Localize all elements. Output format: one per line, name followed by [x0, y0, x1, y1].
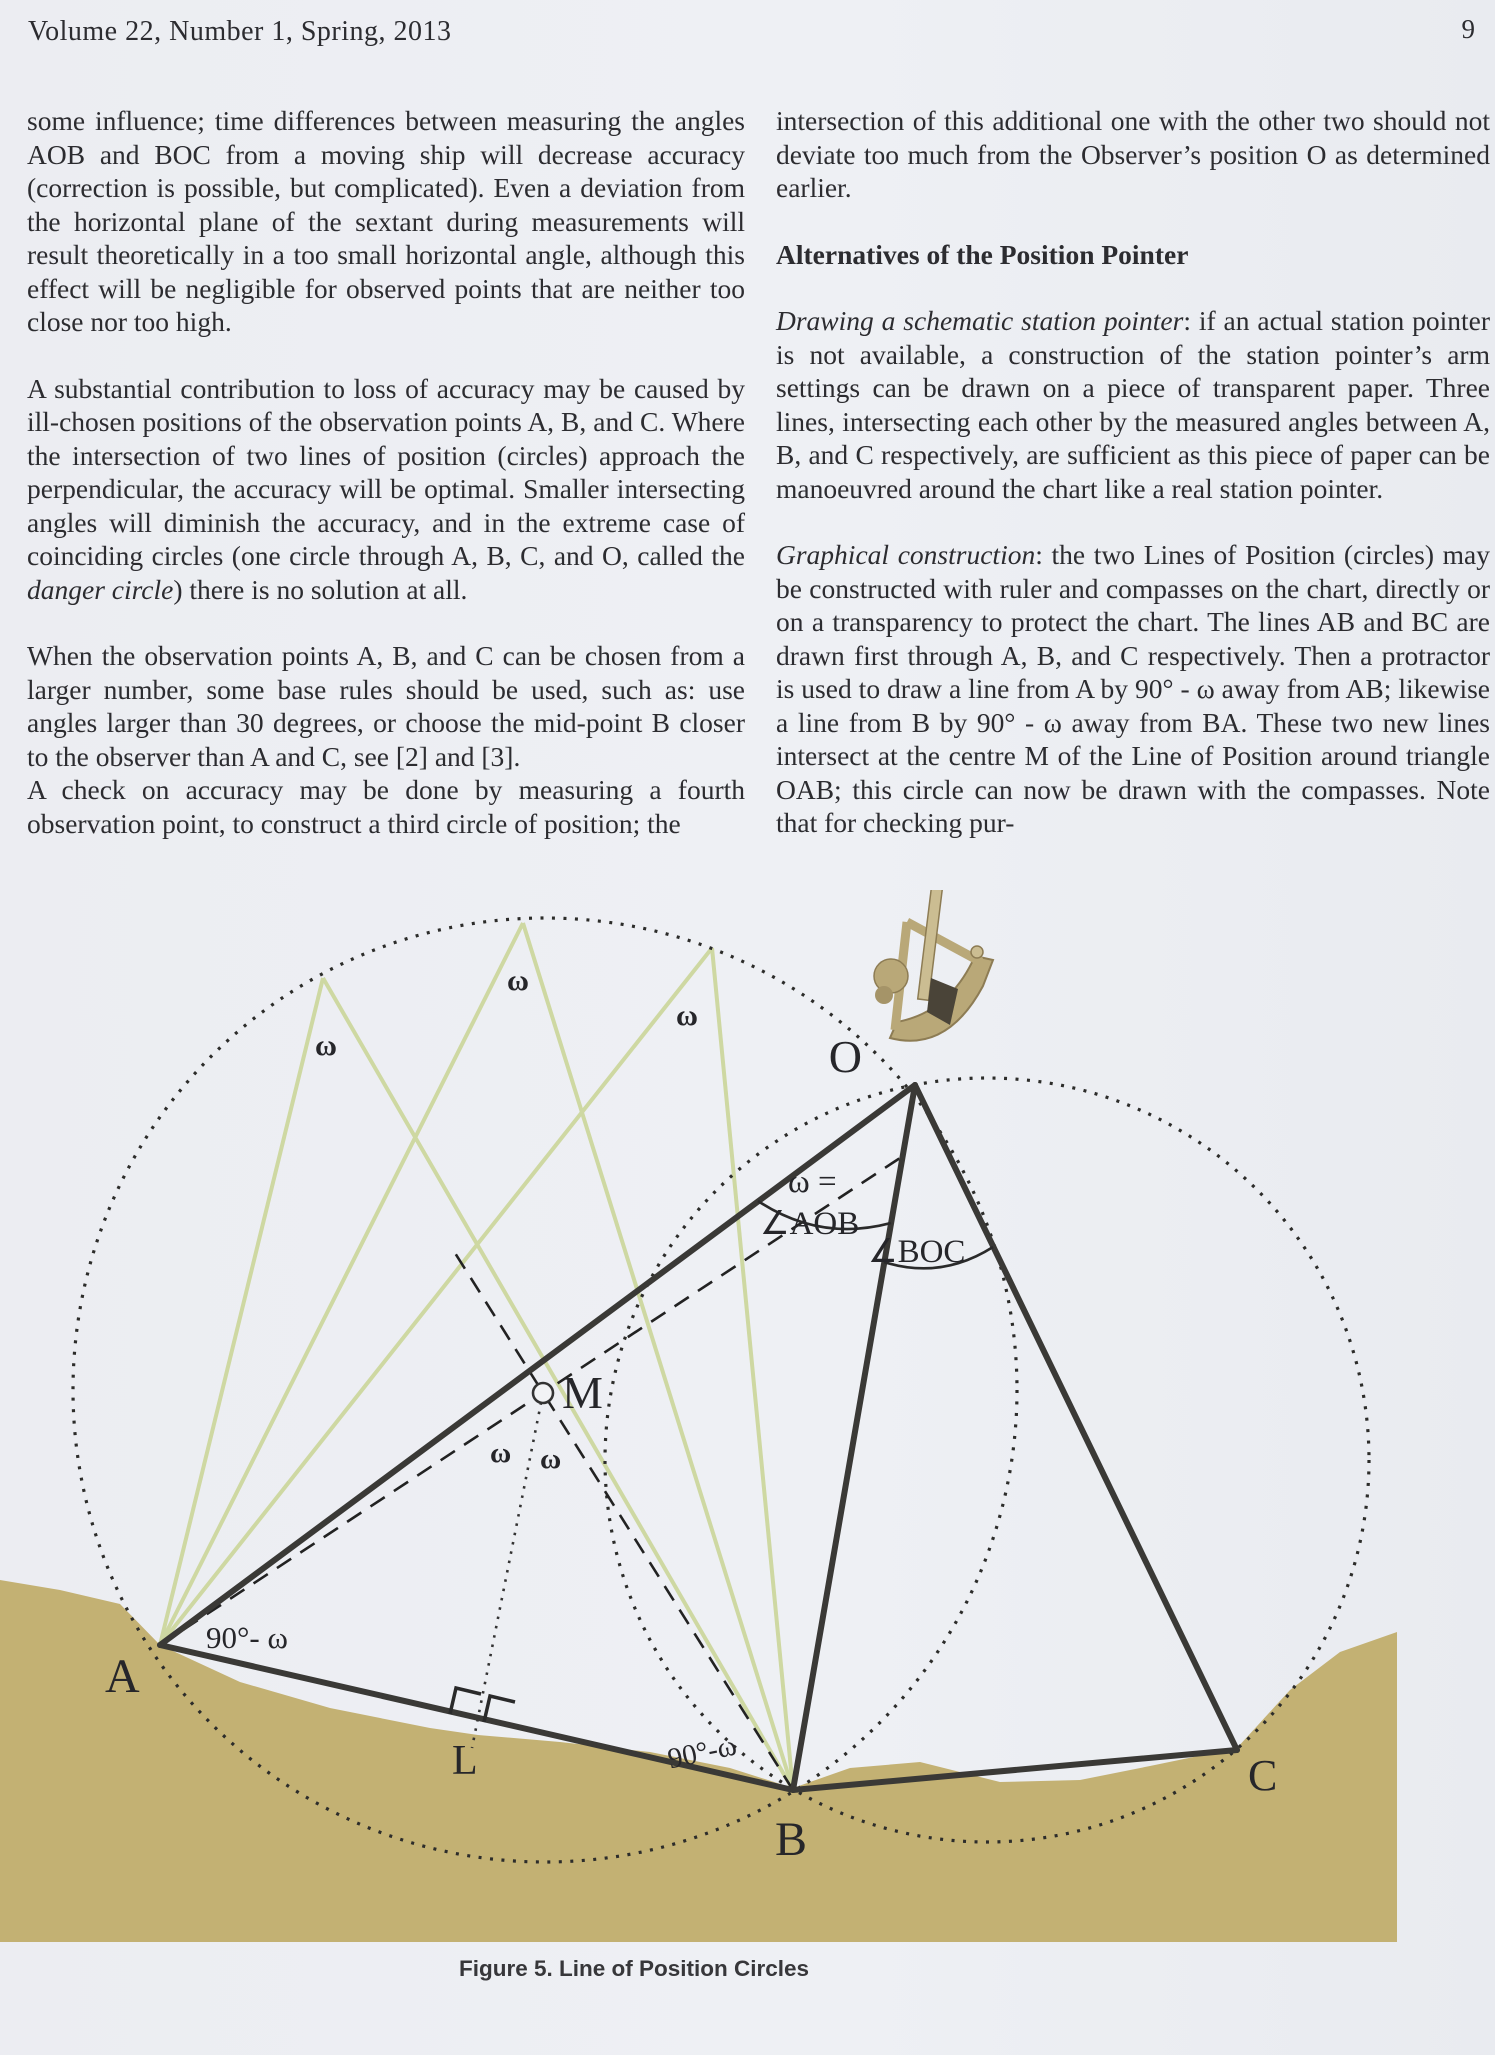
sextant-image	[874, 890, 993, 1041]
page-number: 9	[1461, 14, 1475, 44]
label-observer-o: O	[828, 1031, 862, 1082]
section-heading: Alternatives of the Position Pointer	[776, 238, 1189, 270]
inscribed-angle-lines	[160, 923, 793, 1790]
line-co	[915, 1085, 1237, 1750]
sextant-pivot	[971, 946, 983, 958]
paragraph	[27, 773, 745, 840]
body-text: intersection of this additional one with the other two should not deviate too much from the Observer’s position O as determined earlier.	[776, 105, 1490, 203]
sextant-knob	[875, 986, 893, 1004]
body-text: ) there is no solution at all.	[173, 573, 468, 605]
position-circle-obc	[605, 1078, 1369, 1842]
paragraph	[776, 304, 1490, 505]
body-text: : the two Lines of Position (circles) may be constructed with ruler and compasses on the chart, directly or on a transparency to protect the chart. The lines AB and BC are drawn first through A, B, and C respectively. Then a protractor is used to draw a line from A by 90° - ω away from AB; likewise a line from B by 90° - ω away from BA. These two new lines intersect at the centre M of the Line of Position around triangle OAB; this circle can now be drawn with the compasses. Note that for checking pur-	[776, 539, 1490, 838]
label-omega-at-m-left: ω	[490, 1437, 512, 1469]
figure-line-of-position	[0, 890, 1495, 1952]
centre-marker	[533, 1383, 553, 1403]
italic-lead: Graphical construction	[776, 539, 1036, 570]
label-omega-v3: ω	[676, 999, 698, 1032]
paragraph	[776, 538, 1490, 840]
label-centre-m: M	[562, 1367, 603, 1418]
dashed-construction-line-bm	[450, 1245, 793, 1790]
triangle-lines	[160, 1085, 1237, 1790]
italic-lead: Drawing a schematic station pointer	[776, 305, 1184, 336]
paragraph	[776, 104, 1490, 205]
body-text: A check on accuracy may be done by measuring a fourth observation point, to construct a third circle of position; the	[27, 774, 745, 839]
inscribed-ray	[160, 923, 523, 1645]
label-foot-l: L	[452, 1738, 478, 1784]
paragraph	[27, 372, 745, 607]
body-text: When the observation points A, B, and C can be chosen from a larger number, some base rules should be used, such as: use angles larger than 30 degrees, or choose the mid-point B closer to the observer than A and C, see [2] and [3].	[27, 640, 745, 772]
issue-line: Volume 22, Number 1, Spring, 2013	[28, 16, 452, 47]
label-omega-at-m-right: ω	[540, 1443, 562, 1475]
paragraph	[27, 639, 745, 773]
label-omega-v2: ω	[507, 964, 529, 997]
left-column	[27, 104, 745, 840]
label-point-c: C	[1248, 1751, 1278, 1800]
label-omega-v1: ω	[315, 1029, 337, 1062]
right-column	[776, 104, 1490, 840]
label-angle-at-b: 90°-ω	[664, 1729, 740, 1776]
body-text: : if an actual station pointer is not available, a construction of the station pointer’s arm settings can be drawn on a piece of transparent paper. Three lines, intersecting each other by the measured angles between A, B, and C respectively, are sufficient as this piece of paper can be manoeuvred around the chart like a real station pointer.	[776, 305, 1491, 504]
italic-term: danger circle	[27, 573, 174, 605]
label-point-b: B	[775, 1813, 808, 1866]
label-angle-boc: ∠BOC	[868, 1234, 966, 1270]
inscribed-ray	[323, 978, 793, 1790]
label-angle-at-a: 90°- ω	[206, 1620, 288, 1655]
body-text: A substantial contribution to loss of accuracy may be caused by ill-chosen positions of the observation points A, B, and C. Where the intersection of two lines of position (circles) approach the perpendicular, the accuracy will be optimal. Smaller intersecting angles will diminish the accuracy, and in the extreme case of coinciding circles (one circle through A, B, C, and O, called the	[27, 372, 745, 571]
figure-caption: Figure 5. Line of Position Circles	[458, 1956, 810, 1981]
sextant-frame-top	[907, 922, 981, 962]
label-angle-aob: ∠AOB	[760, 1206, 860, 1242]
body-text: some influence; time differences between measuring the angles AOB and BOC from a moving ship will decrease accuracy (correction is possible, but complicated). Even a deviation from the horizontal plane of the sextant during measurements will result theoretically in a too small horizontal angle, although this effect will be negligible for observed points that are neither too close nor too high.	[27, 105, 745, 337]
label-omega-equals: ω =	[788, 1164, 837, 1200]
paragraph	[27, 104, 745, 339]
label-point-a: A	[105, 1650, 140, 1703]
